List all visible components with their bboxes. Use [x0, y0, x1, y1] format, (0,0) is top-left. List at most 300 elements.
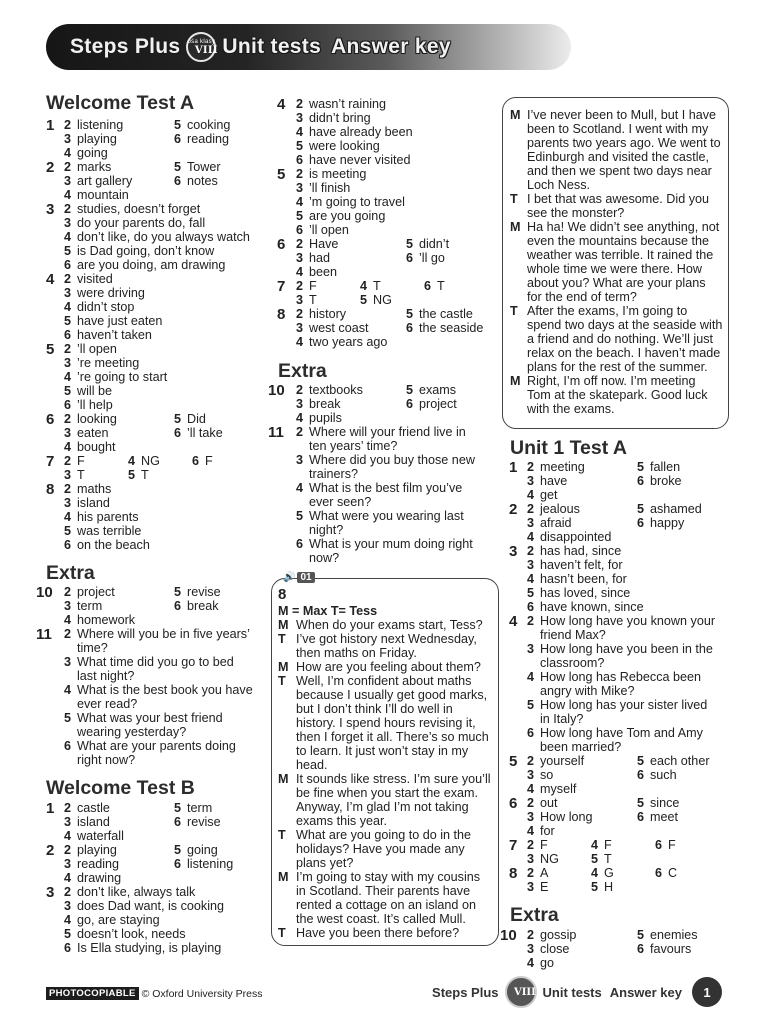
item-number: 5 — [64, 711, 72, 725]
item-number: 4 — [64, 146, 72, 160]
item-number: 2 — [527, 614, 535, 628]
script-line: a friend and do nothing. We’ll just — [527, 332, 713, 346]
item-number: 3 — [64, 286, 72, 300]
item-number: 6 — [174, 857, 182, 871]
item-number: 6 — [64, 258, 72, 272]
answer-item — [64, 913, 160, 927]
item-answer: the seaside — [419, 321, 484, 335]
item-answer: meet — [650, 810, 678, 824]
item-answer: west coast — [309, 321, 369, 335]
item-number: 3 — [64, 426, 72, 440]
item-number: 3 — [64, 174, 72, 188]
item-number: 6 — [527, 726, 535, 740]
question-number: 2 — [509, 501, 518, 518]
script-line: I’m going to stay with my cousins — [296, 870, 481, 884]
question-number: 7 — [46, 453, 55, 470]
answer-item — [64, 496, 110, 510]
item-number: 3 — [64, 899, 72, 913]
item-answer: What time did you go to bed — [77, 655, 234, 669]
answer-item — [64, 482, 111, 496]
item-answer: has had, since — [540, 544, 622, 558]
script-line: in Scotland. Their parents have — [296, 884, 471, 898]
answer-item — [64, 711, 223, 725]
answer-item-continued: ten years’ time? — [309, 439, 398, 453]
item-answer: go, are staying — [77, 913, 160, 927]
script-line: Tom at the skatepark. Good luck — [527, 388, 708, 402]
answer-item — [527, 942, 569, 956]
item-answer: cooking — [187, 118, 231, 132]
answer-item — [296, 153, 411, 167]
answer-item — [174, 412, 206, 426]
item-answer: studies, doesn’t forget — [77, 202, 201, 216]
answer-item — [637, 768, 677, 782]
answer-item — [64, 538, 150, 552]
item-answer: close — [540, 942, 570, 956]
question-number: 8 — [509, 865, 518, 882]
item-answer: afraid — [540, 516, 572, 530]
item-answer: gossip — [540, 928, 577, 942]
item-answer: Where will your friend live in — [309, 425, 466, 439]
answer-item — [527, 698, 707, 712]
answer-item — [64, 146, 108, 160]
answer-item — [64, 202, 200, 216]
item-answer: ’ll help — [77, 398, 113, 412]
script-line: then maths on Friday. — [296, 646, 417, 660]
answer-item — [174, 857, 233, 871]
answer-item — [64, 412, 117, 426]
speaker-label: M — [278, 870, 289, 884]
question-number: 5 — [277, 166, 286, 183]
answer-item — [424, 279, 445, 293]
script-line: history. I spend hours revising it, — [296, 716, 476, 730]
item-answer: F — [540, 838, 548, 852]
item-number: 6 — [406, 321, 414, 335]
question-number: 2 — [46, 842, 55, 859]
item-number: 3 — [64, 468, 72, 482]
script-line: plans yet? — [296, 856, 354, 870]
script-line: then I forget it all. There’s so much — [296, 730, 489, 744]
script-line: about you? What are your plans — [527, 276, 706, 290]
answer-item-continued: angry with Mike? — [540, 684, 635, 698]
script-line: plans for the rest of the summer. — [527, 360, 708, 374]
script-line: Have you been there before? — [296, 926, 460, 940]
item-number: 3 — [296, 251, 304, 265]
section-title-extra-2: Extra — [278, 360, 327, 382]
answer-item — [64, 627, 250, 641]
item-answer: enemies — [650, 928, 698, 942]
item-number: 5 — [527, 586, 535, 600]
answer-item — [64, 160, 111, 174]
item-answer: Have — [309, 237, 339, 251]
item-number: 4 — [296, 411, 304, 425]
item-answer: do your parents do, fall — [77, 216, 206, 230]
item-number: 5 — [406, 237, 414, 251]
answer-item — [637, 474, 682, 488]
item-answer: were driving — [77, 286, 145, 300]
item-number: 2 — [527, 502, 535, 516]
item-answer: island — [77, 815, 110, 829]
answer-item — [296, 453, 475, 467]
answer-item — [64, 258, 225, 272]
answer-item — [296, 125, 413, 139]
item-answer: marks — [77, 160, 112, 174]
item-answer: How long has your sister lived — [540, 698, 708, 712]
answer-item — [527, 572, 627, 586]
item-number: 3 — [64, 132, 72, 146]
script-line: whole time we were there. How — [527, 262, 702, 276]
item-answer: the castle — [419, 307, 473, 321]
speaker-icon: 🔊 — [283, 572, 296, 583]
item-number: 2 — [527, 838, 535, 852]
item-answer: How long has Rebecca been — [540, 670, 702, 684]
item-number: 6 — [296, 537, 304, 551]
answer-item-continued: ever read? — [77, 697, 138, 711]
script-line: Well, I’m confident about maths — [296, 674, 472, 688]
answer-item — [296, 251, 330, 265]
item-number: 5 — [64, 927, 72, 941]
item-answer: broke — [650, 474, 682, 488]
item-answer: haven’t felt, for — [540, 558, 623, 572]
answer-item — [637, 942, 691, 956]
item-answer: does Dad want, is cooking — [77, 899, 225, 913]
item-answer: F — [309, 279, 317, 293]
item-number: 5 — [637, 754, 645, 768]
item-answer: drawing — [77, 871, 122, 885]
item-number: 4 — [64, 300, 72, 314]
script-line: What are you going to do in the — [296, 828, 472, 842]
item-number: 4 — [64, 370, 72, 384]
item-number: 5 — [64, 524, 72, 538]
question-number: 6 — [509, 795, 518, 812]
item-number: 2 — [296, 237, 304, 251]
answer-item — [296, 537, 473, 551]
item-number: 4 — [360, 279, 368, 293]
item-number: 3 — [64, 496, 72, 510]
question-number: 6 — [46, 411, 55, 428]
answer-item — [64, 356, 139, 370]
item-answer: has loved, since — [540, 586, 631, 600]
script-line: the west coast. It’s called Mull. — [296, 912, 466, 926]
item-number: 5 — [174, 843, 182, 857]
answer-item — [64, 286, 145, 300]
item-number: 4 — [64, 683, 72, 697]
answer-item — [128, 454, 160, 468]
answer-item — [296, 209, 385, 223]
answer-item — [64, 454, 85, 468]
item-answer: playing — [77, 843, 117, 857]
script-line: spend two days at the seaside with — [527, 318, 723, 332]
answer-item-continued: been married? — [540, 740, 622, 754]
answer-item — [296, 481, 462, 495]
question-number: 1 — [509, 459, 518, 476]
script-line: I bet that was awesome. Did you — [527, 192, 710, 206]
item-answer: ’re meeting — [77, 356, 140, 370]
answer-item — [64, 843, 117, 857]
answer-item-continued: trainers? — [309, 467, 358, 481]
item-answer: had — [309, 251, 331, 265]
answer-item — [64, 510, 139, 524]
item-answer: fallen — [650, 460, 681, 474]
item-number: 3 — [527, 852, 535, 866]
answer-item — [64, 216, 205, 230]
answer-item — [64, 801, 110, 815]
answer-item — [174, 426, 223, 440]
item-number: 6 — [637, 516, 645, 530]
item-answer: are you doing, am drawing — [77, 258, 226, 272]
answer-item-continued: last night? — [77, 669, 135, 683]
item-number: 4 — [64, 510, 72, 524]
script-line: After the exams, I’m going to — [527, 304, 688, 318]
item-answer: listening — [187, 857, 234, 871]
item-number: 5 — [637, 460, 645, 474]
answer-item — [637, 810, 678, 824]
item-number: 2 — [527, 928, 535, 942]
item-answer: T — [141, 468, 149, 482]
item-number: 2 — [527, 460, 535, 474]
answer-item — [527, 866, 548, 880]
item-number: 6 — [406, 251, 414, 265]
answer-item — [174, 801, 212, 815]
item-number: 4 — [296, 125, 304, 139]
answer-item — [637, 796, 679, 810]
item-number: 5 — [174, 160, 182, 174]
item-number: 3 — [64, 599, 72, 613]
answer-item — [406, 383, 456, 397]
question-number: 4 — [509, 613, 518, 630]
item-answer: haven’t taken — [77, 328, 152, 342]
answer-item-continued: wearing yesterday? — [77, 725, 187, 739]
question-number: 8 — [46, 481, 55, 498]
speaker-label: T — [278, 926, 286, 940]
answer-item — [64, 899, 224, 913]
answer-item — [296, 335, 387, 349]
question-number: 4 — [277, 96, 286, 113]
answer-item — [64, 440, 116, 454]
item-number: 4 — [527, 670, 535, 684]
item-number: 4 — [64, 188, 72, 202]
item-number: 2 — [527, 754, 535, 768]
answer-item — [527, 516, 572, 530]
item-answer: have never visited — [309, 153, 411, 167]
badge-number: VIII — [194, 44, 218, 56]
answer-item — [64, 328, 152, 342]
answer-item — [296, 181, 350, 195]
item-answer: What is the best book you have — [77, 683, 253, 697]
item-number: 4 — [296, 265, 304, 279]
answer-item — [64, 927, 186, 941]
answer-item — [655, 838, 676, 852]
item-answer: H — [604, 880, 614, 894]
answer-item — [637, 928, 698, 942]
footer-left — [46, 987, 263, 1000]
item-answer: going — [187, 843, 218, 857]
item-number: 3 — [296, 397, 304, 411]
item-number: 4 — [64, 440, 72, 454]
answer-item — [174, 815, 221, 829]
answer-item — [527, 586, 630, 600]
script-line: How are you feeling about them? — [296, 660, 481, 674]
item-answer: go — [540, 956, 555, 970]
item-answer: maths — [77, 482, 112, 496]
item-answer: F — [668, 838, 676, 852]
answer-item — [64, 300, 134, 314]
item-number: 3 — [527, 516, 535, 530]
answer-item — [527, 956, 554, 970]
answer-item — [64, 384, 112, 398]
speaker-label: M — [278, 660, 289, 674]
item-answer: island — [77, 496, 110, 510]
answer-item — [64, 272, 113, 286]
answer-item — [64, 857, 119, 871]
script-line: for the end of term? — [527, 290, 637, 304]
listening-script-box-2 — [502, 97, 729, 429]
script-line: and then we spent two days near — [527, 164, 712, 178]
speaker-label: M — [278, 618, 289, 632]
answer-item — [296, 97, 386, 111]
item-answer: Where did you buy those new — [309, 453, 475, 467]
answer-item — [296, 167, 366, 181]
item-answer: for — [540, 824, 555, 838]
item-answer: jealous — [540, 502, 580, 516]
item-answer: T — [309, 293, 317, 307]
header-unit-tests: Unit tests — [222, 35, 322, 58]
speaker-label: T — [278, 674, 286, 688]
answer-item — [527, 852, 559, 866]
item-answer: art gallery — [77, 174, 133, 188]
item-answer: What was your best friend — [77, 711, 223, 725]
speaker-label: T — [510, 304, 518, 318]
answer-item — [591, 838, 612, 852]
item-number: 2 — [527, 544, 535, 558]
item-answer: listening — [77, 118, 124, 132]
answer-item — [64, 398, 113, 412]
item-number: 2 — [64, 482, 72, 496]
script-line: Ha ha! We didn’t see anything, not — [527, 220, 720, 234]
item-answer: What were you wearing last — [309, 509, 464, 523]
section-title-welcome-test-b: Welcome Test B — [46, 777, 195, 799]
answer-item — [296, 509, 464, 523]
listening-script-box-1 — [271, 578, 499, 946]
answer-item — [637, 502, 702, 516]
script-line: to learn. It just won’t stay in my — [296, 744, 469, 758]
item-answer: didn’t stop — [77, 300, 135, 314]
item-number: 4 — [527, 488, 535, 502]
answer-item — [527, 782, 576, 796]
item-answer: on the beach — [77, 538, 150, 552]
answer-item — [174, 118, 230, 132]
item-number: 3 — [527, 558, 535, 572]
footer-steps-plus: Steps Plus — [432, 984, 499, 1000]
item-answer: will be — [77, 384, 112, 398]
item-number: 5 — [527, 698, 535, 712]
script-line: Right, I’m off now. I’m meeting — [527, 374, 696, 388]
item-number: 3 — [296, 453, 304, 467]
item-number: 2 — [296, 167, 304, 181]
answer-item — [527, 824, 555, 838]
item-answer: have just eaten — [77, 314, 163, 328]
answer-item — [64, 118, 123, 132]
answer-item — [527, 880, 548, 894]
answer-item-continued: time? — [77, 641, 108, 655]
item-answer: reading — [77, 857, 120, 871]
answer-item — [527, 642, 713, 656]
answer-item — [296, 279, 317, 293]
answer-item — [64, 941, 221, 955]
answer-item — [64, 230, 250, 244]
item-answer: F — [604, 838, 612, 852]
header-title — [70, 30, 451, 64]
script-line: relax on the beach. I haven’t made — [527, 346, 721, 360]
answer-item — [527, 488, 558, 502]
item-answer: looking — [77, 412, 117, 426]
answer-item — [637, 516, 684, 530]
question-number: 1 — [46, 117, 55, 134]
item-number: 2 — [296, 383, 304, 397]
answer-item — [64, 585, 115, 599]
item-answer: ’ll go — [419, 251, 445, 265]
answer-item — [64, 174, 132, 188]
item-answer: meeting — [540, 460, 585, 474]
script-line: rented a cottage on an island on — [296, 898, 476, 912]
item-number: 3 — [527, 880, 535, 894]
answer-item — [406, 321, 483, 335]
item-number: 6 — [64, 538, 72, 552]
item-answer: textbooks — [309, 383, 363, 397]
item-number: 2 — [296, 279, 304, 293]
item-answer: have already been — [309, 125, 413, 139]
item-number: 6 — [192, 454, 200, 468]
answer-item — [64, 683, 253, 697]
item-number: 4 — [527, 782, 535, 796]
answer-item — [64, 426, 109, 440]
item-number: 3 — [296, 181, 304, 195]
question-number: 10 — [500, 927, 517, 944]
item-number: 4 — [64, 613, 72, 627]
item-answer: revise — [187, 585, 221, 599]
item-number: 2 — [527, 866, 535, 880]
item-answer: How long have you been in the — [540, 642, 713, 656]
answer-item — [296, 111, 371, 125]
answer-item — [296, 195, 405, 209]
item-answer: homework — [77, 613, 136, 627]
item-number: 4 — [64, 230, 72, 244]
item-number: 3 — [527, 768, 535, 782]
item-number: 6 — [527, 600, 535, 614]
item-answer: going — [77, 146, 108, 160]
item-answer: history — [309, 307, 347, 321]
answer-item — [64, 655, 234, 669]
answer-item — [527, 530, 611, 544]
page-number: 1 — [692, 977, 722, 1007]
answer-item — [527, 502, 580, 516]
item-number: 2 — [64, 202, 72, 216]
item-number: 4 — [527, 530, 535, 544]
script-line: It sounds like stress. I’m sure you’ll — [296, 772, 491, 786]
script-line: I’ve got history next Wednesday, — [296, 632, 477, 646]
answer-item — [296, 321, 369, 335]
item-answer: visited — [77, 272, 113, 286]
script-line: head. — [296, 758, 328, 772]
header-steps-plus: Steps Plus — [70, 35, 181, 58]
item-number: 6 — [64, 328, 72, 342]
script-line: Anyway, I’m glad I’m not taking — [296, 800, 469, 814]
item-answer: How long have you known your — [540, 614, 716, 628]
answer-item-continued: now? — [309, 551, 340, 565]
item-number: 6 — [424, 279, 432, 293]
item-answer: yourself — [540, 754, 585, 768]
item-number: 5 — [64, 314, 72, 328]
section-title-extra: Extra — [46, 562, 95, 584]
